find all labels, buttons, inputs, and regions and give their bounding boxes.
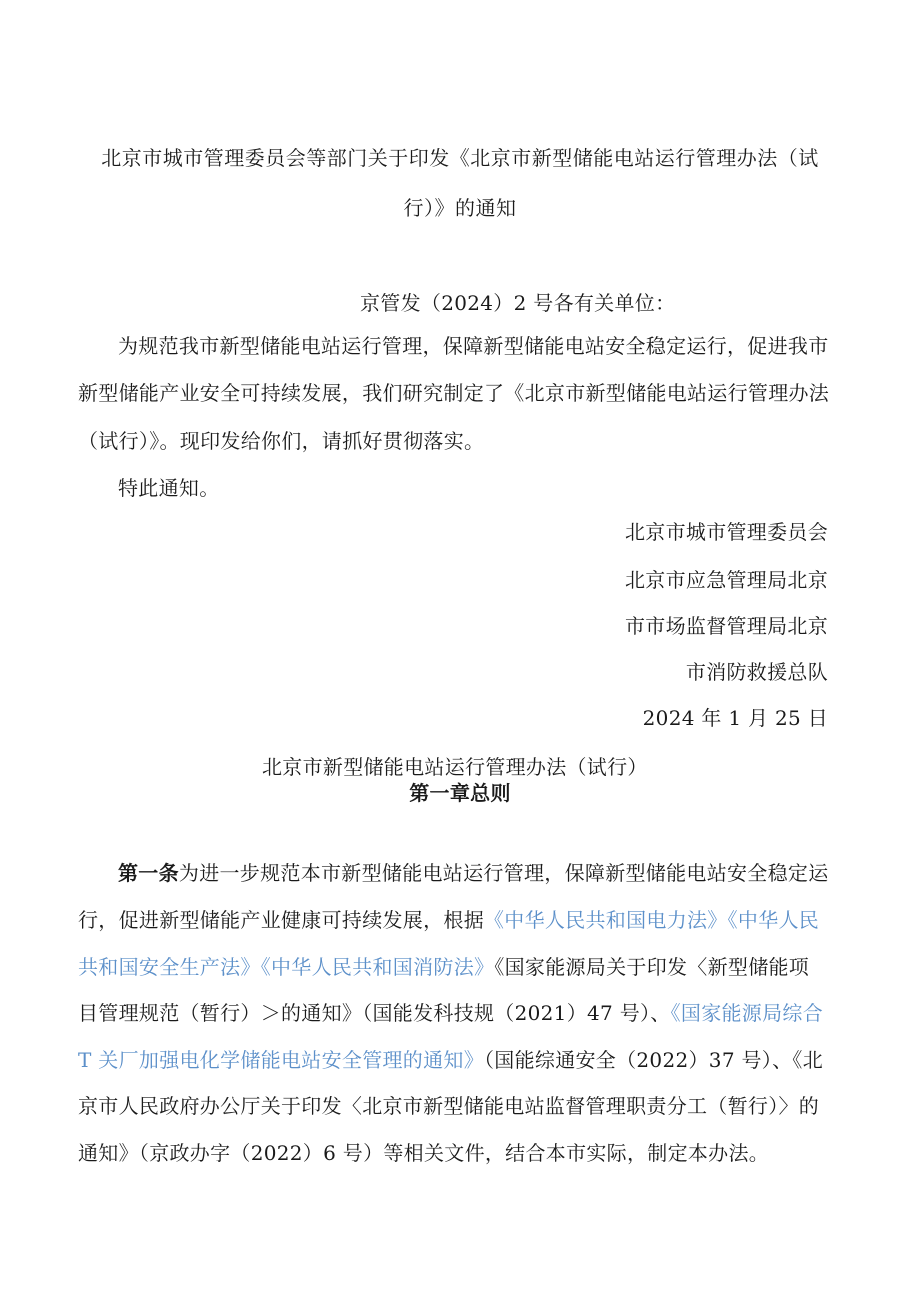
signature-line-3: 市市场监督管理局北京 xyxy=(625,614,828,638)
notice-paragraph-line-1: 为规范我市新型储能电站运行管理，保障新型储能电站安全稳定运行，促进我市 xyxy=(118,334,829,358)
article-1-text: 目管理规范（暂行）＞的通知》（国能发科技规（2021）47 号）、 xyxy=(78,1001,671,1025)
article-1-line-7: 通知》（京政办字（2022）6 号）等相关文件，结合本市实际，制定本办法。 xyxy=(78,1141,770,1165)
link-nea-notice-cont[interactable]: T 关厂加强电化学储能电站安全管理的通知》 xyxy=(78,1048,484,1072)
article-1-line-5 xyxy=(78,1044,823,1073)
link-work-safety-law[interactable]: 《中华人民 xyxy=(727,908,820,932)
signature-line-2: 北京市应急管理局北京 xyxy=(625,568,828,592)
measures-title: 北京市新型储能电站运行管理办法（试行） xyxy=(262,755,648,779)
notice-paragraph-line-3: （试行）》。现印发给你们，请抓好贯彻落实。 xyxy=(78,429,485,453)
notice-paragraph-line-2: 新型储能产业安全可持续发展，我们研究制定了《北京市新型储能电站运行管理办法 xyxy=(78,381,830,405)
article-1-line-3 xyxy=(78,951,809,980)
document-title-line-2: 行）》的通知 xyxy=(403,196,517,220)
article-1-line-6: 京市人民政府办公厅关于印发〈北京市新型储能电站监督管理职责分工（暂行）〉的 xyxy=(78,1094,820,1118)
link-electricity-law[interactable]: 《中华人民共和国电力法》 xyxy=(484,908,728,932)
signature-line-4: 市消防救援总队 xyxy=(685,660,828,684)
article-1-text: 行，促进新型储能产业健康可持续发展，根据 xyxy=(78,908,484,932)
article-1-text: 为进一步规范本市新型储能电站运行管理，保障新型储能电站安全稳定运 xyxy=(178,861,829,885)
signature-line-1: 北京市城市管理委员会 xyxy=(625,520,828,544)
chapter-heading: 第一章总则 xyxy=(409,781,511,805)
link-nea-notice[interactable]: 《国家能源局综合 xyxy=(670,1001,824,1025)
link-fire-protection-law[interactable]: 《中华人民共和国消防法》 xyxy=(260,955,495,979)
document-number: 京管发（2024）2 号各有关单位： xyxy=(360,291,676,315)
article-1-line-1 xyxy=(118,857,829,886)
article-1-line-4 xyxy=(78,997,823,1026)
article-1-line-2 xyxy=(78,904,819,933)
article-1-text: 《国家能源局关于印发〈新型储能项 xyxy=(494,955,810,979)
article-1-text: （国能综通安全（2022）37 号）、《北 xyxy=(484,1048,824,1072)
document-title-line-1: 北京市城市管理委员会等部门关于印发《北京市新型储能电站运行管理办法（试 xyxy=(101,146,819,170)
article-1-label: 第一条 xyxy=(118,861,179,885)
notice-closing: 特此通知。 xyxy=(118,476,220,500)
link-work-safety-law-cont[interactable]: 共和国安全生产法》 xyxy=(78,955,261,979)
signature-date: 2024 年 1 月 25 日 xyxy=(642,706,828,730)
